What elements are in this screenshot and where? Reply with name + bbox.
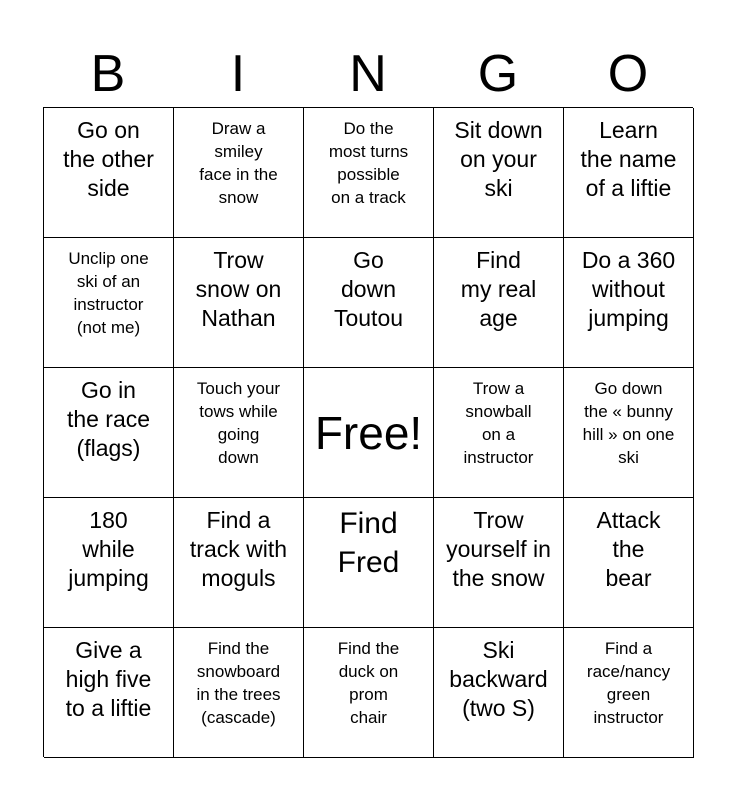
bingo-cell[interactable]: Find the duck on prom chair [304,628,434,758]
bingo-cell[interactable]: Draw a smiley face in the snow [174,108,304,238]
bingo-cell[interactable]: Find a race/nancy green instructor [564,628,694,758]
bingo-cell[interactable]: Trow a snowball on a instructor [434,368,564,498]
bingo-cell[interactable]: Do the most turns possible on a track [304,108,434,238]
bingo-cell[interactable]: Give a high five to a liftie [44,628,174,758]
free-space-cell[interactable]: Free! [304,368,434,498]
header-letter-g: G [477,45,519,103]
header-letter-b: B [90,45,126,103]
header-letter-n: N [349,45,387,103]
bingo-cell[interactable]: 180 while jumping [44,498,174,628]
bingo-cell[interactable]: Trow yourself in the snow [434,498,564,628]
bingo-cell[interactable]: Learn the name of a liftie [564,108,694,238]
bingo-cell[interactable]: Find a track with moguls [174,498,304,628]
bingo-cell[interactable]: Find the snowboard in the trees (cascade) [174,628,304,758]
bingo-cell[interactable]: Touch your tows while going down [174,368,304,498]
bingo-cell[interactable]: Trow snow on Nathan [174,238,304,368]
bingo-cell[interactable]: Go down Toutou [304,238,434,368]
bingo-cell[interactable]: Go down the « bunny hill » on one ski [564,368,694,498]
bingo-cell[interactable]: Go in the race (flags) [44,368,174,498]
header-letter-o: O [607,45,649,103]
bingo-header [43,40,693,108]
bingo-cell[interactable]: Go on the other side [44,108,174,238]
header-letter-i: I [230,45,246,103]
bingo-cell[interactable]: Unclip one ski of an instructor (not me) [44,238,174,368]
bingo-cell[interactable]: Sit down on your ski [434,108,564,238]
bingo-cell[interactable]: Do a 360 without jumping [564,238,694,368]
bingo-cell[interactable]: Find Fred [304,498,434,628]
bingo-cell[interactable]: Ski backward (two S) [434,628,564,758]
bingo-cell[interactable]: Attack the bear [564,498,694,628]
bingo-cell[interactable]: Find my real age [434,238,564,368]
bingo-board [43,107,693,757]
